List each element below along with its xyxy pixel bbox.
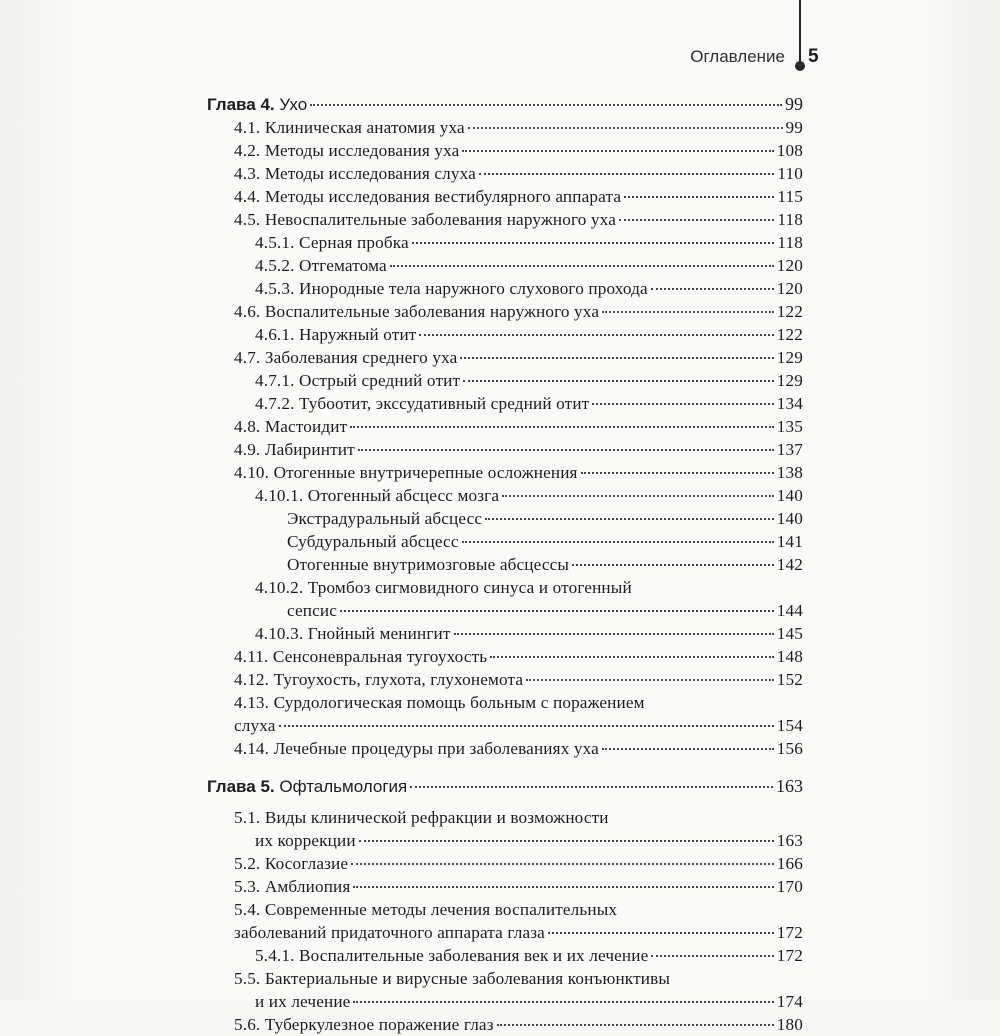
dot-leader [353, 1001, 773, 1003]
toc-subentry[interactable] [207, 392, 803, 415]
toc-entry[interactable] [207, 852, 803, 875]
page-ref: 122 [776, 302, 803, 321]
toc-subsubentry[interactable] [207, 553, 803, 576]
toc-subentry[interactable] [207, 277, 803, 300]
dot-leader [468, 127, 783, 129]
dot-leader [351, 863, 774, 865]
page-ref: 148 [776, 647, 803, 666]
entry-title: 4.7.2. Тубоотит, экссудативный средний отит [255, 394, 590, 413]
page-ref: 120 [776, 279, 803, 298]
page-ref: 144 [776, 601, 803, 620]
toc-entry[interactable] [207, 875, 803, 898]
toc-entry-line2[interactable] [207, 714, 803, 737]
dot-leader [462, 150, 773, 152]
dot-leader [624, 196, 774, 198]
toc-entry[interactable] [207, 116, 803, 139]
chapter-4-heading[interactable] [207, 92, 803, 116]
page-ref: 108 [776, 141, 803, 160]
toc-entry[interactable] [207, 162, 803, 185]
entry-title: и их лечение [255, 992, 351, 1011]
toc-entry-line1[interactable]: 5.4. Современные методы лечения воспалительных [234, 900, 618, 919]
dot-leader [526, 679, 774, 681]
toc-entry[interactable] [207, 438, 803, 461]
entry-title: 4.5.1. Серная пробка [255, 233, 409, 252]
page-number: 5 [808, 46, 819, 67]
dot-leader [358, 449, 774, 451]
dot-leader [310, 104, 782, 106]
dot-leader [592, 403, 773, 405]
page-ref: 134 [776, 394, 803, 413]
entry-title: 4.8. Мастоидит [234, 417, 348, 436]
dot-leader [350, 426, 774, 428]
chapter-title: Ухо [274, 95, 308, 114]
page-ref: 152 [776, 670, 803, 689]
toc-entry-line2[interactable] [207, 921, 803, 944]
toc-subentry-line2[interactable] [207, 599, 803, 622]
page-ref: 138 [776, 463, 803, 482]
toc-subentry[interactable] [207, 369, 803, 392]
entry-title: 5.2. Косоглазие [234, 854, 349, 873]
page-ref: 120 [776, 256, 803, 275]
entry-title: 4.10.1. Отогенный абсцесс мозга [255, 486, 500, 505]
toc-entry[interactable] [207, 461, 803, 484]
dot-leader [340, 610, 774, 612]
chapter-gap [207, 760, 803, 774]
toc-entry[interactable] [207, 300, 803, 323]
entry-title: 4.10. Отогенные внутричерепные осложнения [234, 463, 578, 482]
toc-subentry[interactable] [207, 323, 803, 346]
entry-title: 4.5. Невоспалительные заболевания наружного уха [234, 210, 616, 229]
header-dot [795, 61, 805, 71]
table-of-contents [207, 92, 803, 1036]
dot-leader [462, 541, 774, 543]
dot-leader [485, 518, 774, 520]
entry-title: 4.12. Тугоухость, глухота, глухонемота [234, 670, 524, 689]
entry-title: 4.2. Методы исследования уха [234, 141, 460, 160]
dot-leader [497, 1024, 774, 1026]
toc-entry[interactable] [207, 645, 803, 668]
entry-title: 4.9. Лабиринтит [234, 440, 355, 459]
page-ref: 156 [776, 739, 803, 758]
dot-leader [479, 173, 774, 175]
entry-title: 4.6. Воспалительные заболевания наружного уха [234, 302, 600, 321]
page-ref: 142 [776, 555, 803, 574]
entry-title: 4.3. Методы исследования слуха [234, 164, 476, 183]
page-ref: 135 [776, 417, 803, 436]
page-ref: 172 [776, 946, 803, 965]
toc-subentry[interactable] [207, 484, 803, 507]
chapter-gap [207, 798, 803, 806]
page-ref: 172 [776, 923, 803, 942]
toc-subentry[interactable] [207, 622, 803, 645]
dot-leader [390, 265, 774, 267]
toc-entry[interactable] [207, 139, 803, 162]
toc-entry[interactable] [207, 346, 803, 369]
entry-title: Экстрадуральный абсцесс [287, 509, 483, 528]
toc-entry-line1[interactable]: 5.1. Виды клинической рефракции и возможности [234, 808, 609, 827]
chapter-label: Глава 5. [207, 777, 275, 796]
page-ref: 115 [777, 187, 803, 206]
dot-leader [353, 886, 773, 888]
entry-title: 5.3. Амблиопия [234, 877, 351, 896]
entry-title: 4.6.1. Наружный отит [255, 325, 417, 344]
dot-leader [572, 564, 774, 566]
toc-entry[interactable] [207, 208, 803, 231]
entry-title: 5.6. Туберкулезное поражение глаз [234, 1015, 494, 1034]
page-ref: 180 [776, 1015, 803, 1034]
page-ref: 166 [776, 854, 803, 873]
page-ref: 118 [777, 233, 803, 252]
toc-subentry[interactable] [207, 231, 803, 254]
dot-leader [460, 357, 773, 359]
dot-leader [602, 311, 774, 313]
entry-title: Субдуральный абсцесс [287, 532, 459, 551]
page-ref: 137 [776, 440, 803, 459]
header-rule [799, 0, 801, 64]
page-ref: 163 [776, 776, 803, 796]
toc-entry[interactable] [207, 185, 803, 208]
entry-title: заболеваний придаточного аппарата глаза [234, 923, 545, 942]
dot-leader [602, 748, 774, 750]
toc-entry-line2[interactable] [207, 829, 803, 852]
entry-title: сепсис [287, 601, 338, 620]
page-ref: 99 [785, 94, 803, 114]
page-ref: 170 [776, 877, 803, 896]
page-ref: 118 [777, 210, 803, 229]
toc-entry-line1[interactable]: 5.5. Бактериальные и вирусные заболевания конъюнктивы [234, 969, 671, 988]
toc-entry-line1[interactable]: 4.13. Сурдологическая помощь больным с поражением [234, 693, 645, 712]
toc-subentry-line1[interactable]: 4.10.2. Тромбоз сигмовидного синуса и отогенный [255, 578, 632, 597]
entry-title: 4.11. Сенсоневральная тугоухость [234, 647, 488, 666]
entry-title: 4.5.2. Отгематома [255, 256, 387, 275]
dot-leader [359, 840, 774, 842]
page-ref: 110 [777, 164, 803, 183]
dot-leader [279, 725, 774, 727]
entry-title: 4.14. Лечебные процедуры при заболеваниях уха [234, 739, 599, 758]
entry-title: 4.10.3. Гнойный менингит [255, 624, 451, 643]
toc-entry[interactable] [207, 1013, 803, 1036]
toc-entry[interactable] [207, 737, 803, 760]
page-ref: 163 [776, 831, 803, 850]
dot-leader [454, 633, 774, 635]
entry-title: 4.7.1. Острый средний отит [255, 371, 461, 390]
page-ref: 140 [776, 509, 803, 528]
toc-entry[interactable] [207, 668, 803, 691]
toc-subentry[interactable] [207, 254, 803, 277]
dot-leader [619, 219, 774, 221]
page-ref: 129 [776, 371, 803, 390]
entry-title: Отогенные внутримозговые абсцессы [287, 555, 570, 574]
dot-leader [412, 242, 775, 244]
page-ref: 145 [776, 624, 803, 643]
toc-subentry[interactable] [207, 944, 803, 967]
page-ref: 99 [785, 118, 803, 137]
entry-title: 4.4. Методы исследования вестибулярного аппарата [234, 187, 622, 206]
dot-leader [651, 288, 774, 290]
entry-title: 4.5.3. Инородные тела наружного слухового прохода [255, 279, 648, 298]
dot-leader [463, 380, 774, 382]
entry-title: 5.4.1. Воспалительные заболевания век и их лечение [255, 946, 649, 965]
page-ref: 122 [776, 325, 803, 344]
chapter-label: Глава 4. [207, 95, 275, 114]
chapter-5-heading[interactable] [207, 774, 803, 798]
page-ref: 140 [776, 486, 803, 505]
dot-leader [502, 495, 774, 497]
page-ref: 154 [776, 716, 803, 735]
entry-title: их коррекции [255, 831, 356, 850]
dot-leader [651, 955, 773, 957]
entry-title: 4.7. Заболевания среднего уха [234, 348, 458, 367]
entry-title: слуха [234, 716, 276, 735]
dot-leader [548, 932, 774, 934]
toc-entry-line2[interactable] [207, 990, 803, 1013]
running-title: Оглавление [690, 47, 785, 66]
toc-subsubentry[interactable] [207, 507, 803, 530]
dot-leader [410, 786, 773, 788]
chapter-title: Офтальмология [274, 777, 408, 796]
page-ref: 141 [776, 532, 803, 551]
dot-leader [419, 334, 773, 336]
dot-leader [490, 656, 773, 658]
dot-leader [581, 472, 774, 474]
entry-title: 4.1. Клиническая анатомия уха [234, 118, 465, 137]
toc-entry[interactable] [207, 415, 803, 438]
toc-subsubentry[interactable] [207, 530, 803, 553]
page-ref: 129 [776, 348, 803, 367]
page-ref: 174 [776, 992, 803, 1011]
